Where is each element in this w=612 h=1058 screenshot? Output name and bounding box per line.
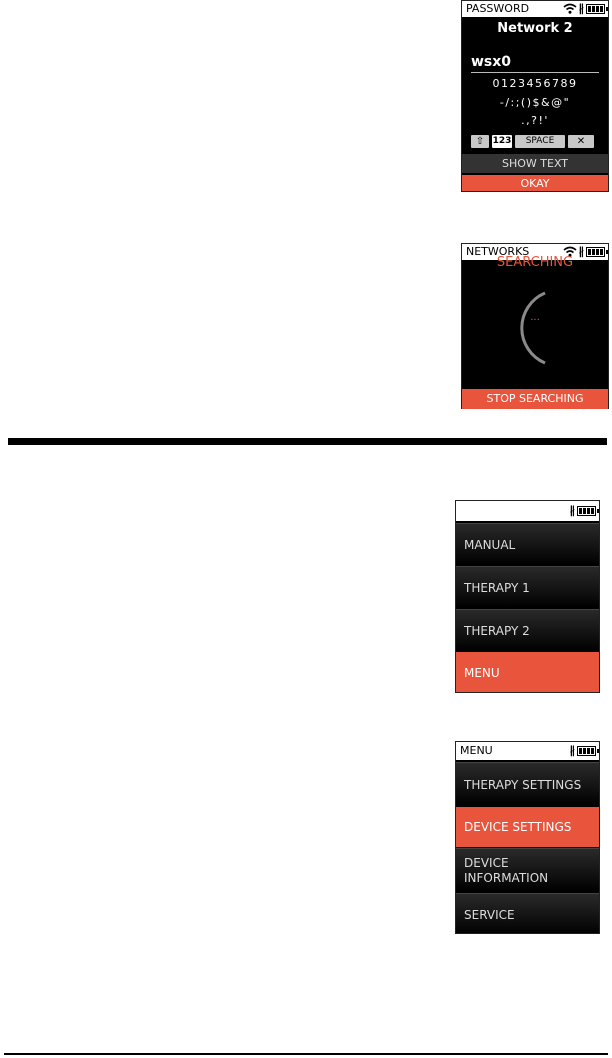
stop-searching-button[interactable]: STOP SEARCHING bbox=[462, 389, 608, 409]
password-input[interactable]: wsx0 bbox=[471, 54, 512, 70]
menu-item-menu[interactable]: MENU bbox=[456, 652, 599, 693]
keyboard-tools bbox=[471, 135, 601, 148]
loading-dots: ... bbox=[530, 312, 540, 323]
password-screen bbox=[461, 0, 609, 192]
show-text-button[interactable]: SHOW TEXT bbox=[462, 154, 608, 173]
loading-spinner-icon bbox=[490, 285, 580, 375]
bluetooth-icon: ∦ bbox=[578, 2, 584, 15]
numbers-key[interactable]: 123 bbox=[492, 136, 512, 146]
battery-icon bbox=[586, 4, 605, 14]
bluetooth-icon: ∦ bbox=[569, 744, 575, 757]
status-icons bbox=[570, 504, 597, 517]
keyboard-row-symbols[interactable]: -/:;()$&@" bbox=[499, 96, 571, 109]
menu-item-therapy-settings[interactable]: THERAPY SETTINGS bbox=[456, 762, 599, 806]
wifi-icon bbox=[563, 3, 577, 14]
status-bar bbox=[462, 1, 608, 17]
menu-item-service[interactable]: SERVICE bbox=[456, 893, 599, 934]
home-screen bbox=[455, 500, 600, 693]
status-title: PASSWORD bbox=[466, 2, 530, 15]
keyboard-row-digits[interactable]: 0123456789 bbox=[492, 77, 578, 90]
okay-button[interactable]: OKAY bbox=[462, 175, 608, 192]
delete-key[interactable]: ✕ bbox=[568, 135, 594, 148]
keyboard-row-punctuation[interactable]: .,?!' bbox=[521, 114, 549, 127]
menu-item-therapy-1[interactable]: THERAPY 1 bbox=[456, 566, 599, 608]
page-bottom-rule bbox=[4, 1053, 608, 1055]
status-title: MENU bbox=[460, 744, 493, 757]
status-title: NETWORKS bbox=[466, 245, 530, 258]
menu-item-device-settings[interactable]: DEVICE SETTINGS bbox=[456, 807, 599, 847]
battery-icon bbox=[577, 746, 596, 756]
menu-item-manual[interactable]: MANUAL bbox=[456, 523, 599, 565]
searching-label: SEARCHING bbox=[496, 255, 574, 270]
input-underline bbox=[471, 72, 599, 73]
space-key[interactable]: SPACE bbox=[515, 135, 565, 148]
menu-screen bbox=[455, 741, 600, 934]
status-icons bbox=[563, 2, 606, 15]
bluetooth-icon: ∦ bbox=[569, 504, 575, 517]
status-icons bbox=[570, 744, 597, 757]
shift-key[interactable]: ⇧ bbox=[471, 135, 489, 148]
bluetooth-icon: ∦ bbox=[578, 245, 584, 258]
menu-item-device-information[interactable]: DEVICE INFORMATION bbox=[456, 848, 599, 892]
section-divider bbox=[8, 438, 607, 445]
battery-icon bbox=[577, 506, 596, 516]
network-name: Network 2 bbox=[497, 21, 573, 36]
status-bar bbox=[456, 501, 599, 521]
menu-item-therapy-2[interactable]: THERAPY 2 bbox=[456, 609, 599, 652]
status-bar bbox=[456, 742, 599, 760]
